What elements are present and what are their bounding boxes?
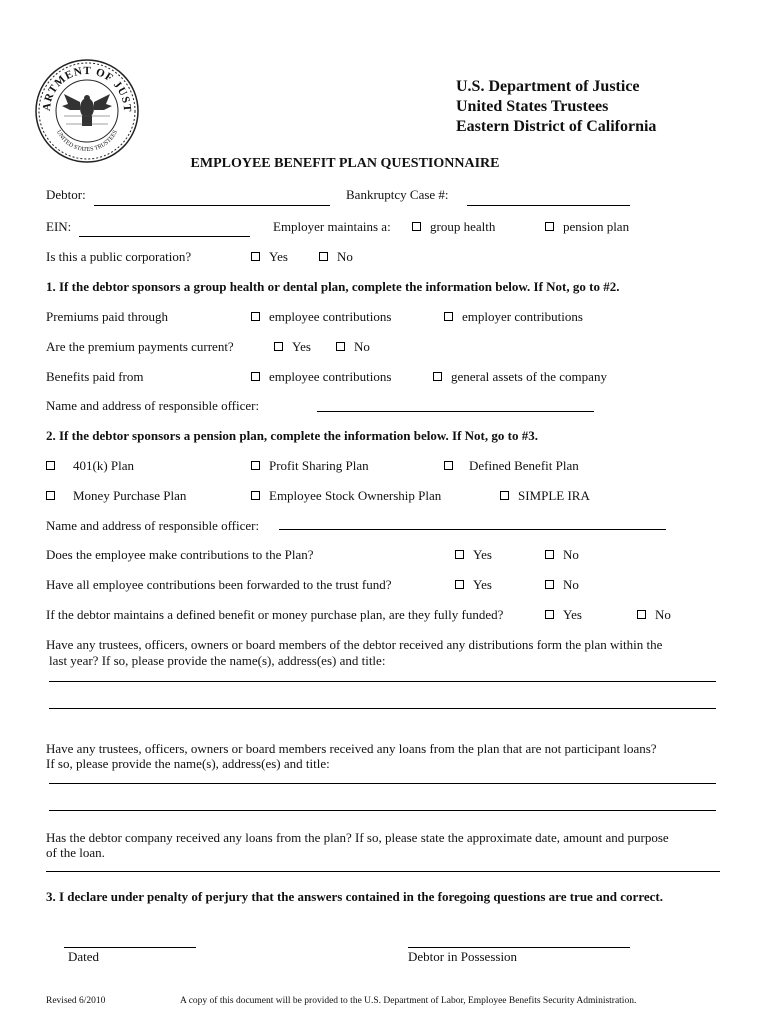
distributions-field-1[interactable]	[49, 668, 716, 682]
benefits-employee-option[interactable]: employee contributions	[251, 369, 391, 385]
agency-district: Eastern District of California	[456, 118, 657, 135]
checkbox[interactable]	[433, 372, 442, 381]
case-number-label: Bankruptcy Case #:	[346, 187, 449, 202]
premium-current-no[interactable]: No	[336, 339, 370, 355]
checkbox[interactable]	[251, 491, 260, 500]
checkbox[interactable]	[46, 491, 55, 500]
section-1-heading: 1. If the debtor sponsors a group health or dental plan, complete the information below. If Not, go to #2.	[46, 279, 620, 294]
seal-bottom-text: UNITED STATES TRUSTEES	[55, 129, 119, 154]
loans-field-2[interactable]	[49, 797, 716, 811]
checkbox[interactable]	[251, 252, 260, 261]
premiums-label: Premiums paid through	[46, 309, 169, 324]
checkbox[interactable]	[46, 461, 55, 470]
premiums-employer-option[interactable]: employer contributions	[444, 309, 583, 325]
employee-contrib-yes[interactable]: Yes	[455, 547, 492, 563]
doj-seal	[34, 58, 140, 164]
debtor-signature-label: Debtor in Possession	[408, 949, 518, 964]
checkbox[interactable]	[444, 312, 453, 321]
ein-field[interactable]	[79, 223, 250, 237]
section-3-heading: 3. I declare under penalty of perjury that the answers contained in the foregoing questions are true and correct.	[46, 889, 663, 904]
employer-maintains-label: Employer maintains a:	[273, 219, 391, 234]
public-corp-label: Is this a public corporation?	[46, 249, 192, 264]
officer-label-1: Name and address of responsible officer:	[46, 398, 260, 413]
esop-option[interactable]: Employee Stock Ownership Plan	[251, 488, 441, 504]
seal-text: ARTMENT OF JUST	[40, 64, 134, 114]
officer-field-2[interactable]	[279, 516, 666, 530]
checkbox[interactable]	[412, 222, 421, 231]
group-health-option[interactable]: group health	[412, 219, 495, 235]
company-loans-field[interactable]	[46, 858, 720, 872]
checkbox[interactable]	[500, 491, 509, 500]
q-employee-contrib: Does the employee make contributions to the Plan?	[46, 547, 314, 562]
officer-label-2: Name and address of responsible officer:	[46, 518, 260, 533]
q-loans-line2: If so, please provide the name(s), address(es) and title:	[46, 756, 330, 771]
defined-benefit-option[interactable]: Defined Benefit Plan	[444, 458, 579, 474]
public-corp-no[interactable]: No	[319, 249, 353, 265]
debtor-label: Debtor:	[46, 187, 86, 202]
q-distributions-line1: Have any trustees, officers, owners or board members of the debtor received any distributions form the plan within the	[46, 637, 663, 652]
debtor-field[interactable]	[94, 192, 330, 206]
forwarded-yes[interactable]: Yes	[455, 577, 492, 593]
section-2-heading: 2. If the debtor sponsors a pension plan, complete the information below. If Not, go to #3.	[46, 428, 538, 443]
checkbox[interactable]	[637, 610, 646, 619]
pension-plan-option[interactable]: pension plan	[545, 219, 629, 235]
checkbox[interactable]	[251, 312, 260, 321]
checkbox[interactable]	[319, 252, 328, 261]
profit-sharing-option[interactable]: Profit Sharing Plan	[251, 458, 369, 474]
simple-ira-option[interactable]: SIMPLE IRA	[500, 488, 590, 504]
employee-contrib-no[interactable]: No	[545, 547, 579, 563]
checkbox[interactable]	[545, 610, 554, 619]
checkbox[interactable]	[336, 342, 345, 351]
debtor-signature-field[interactable]	[408, 934, 630, 948]
plan-401k-option[interactable]: 401(k) Plan	[46, 458, 134, 474]
premium-current-yes[interactable]: Yes	[274, 339, 311, 355]
q-company-loans-line2: of the loan.	[46, 845, 105, 860]
q-company-loans-line1: Has the debtor company received any loans from the plan? If so, please state the approximate date, amount and purpose	[46, 830, 669, 845]
checkbox[interactable]	[455, 550, 464, 559]
agency-name: U.S. Department of Justice	[456, 78, 640, 95]
funded-yes[interactable]: Yes	[545, 607, 582, 623]
ein-label: EIN:	[46, 219, 72, 234]
loans-field-1[interactable]	[49, 770, 716, 784]
distributions-field-2[interactable]	[49, 695, 716, 709]
checkbox[interactable]	[251, 461, 260, 470]
money-purchase-option[interactable]: Money Purchase Plan	[46, 488, 186, 504]
q-funded: If the debtor maintains a defined benefit or money purchase plan, are they fully funded?	[46, 607, 504, 622]
q-loans-line1: Have any trustees, officers, owners or board members received any loans from the plan that are not participant loans?	[46, 741, 657, 756]
benefits-general-option[interactable]: general assets of the company	[433, 369, 607, 385]
benefits-label: Benefits paid from	[46, 369, 144, 384]
public-corp-yes[interactable]: Yes	[251, 249, 288, 265]
premiums-employee-option[interactable]: employee contributions	[251, 309, 391, 325]
officer-field-1[interactable]	[317, 398, 594, 412]
checkbox[interactable]	[274, 342, 283, 351]
revised-date: Revised 6/2010	[46, 996, 106, 1006]
agency-division: United States Trustees	[456, 98, 609, 115]
checkbox[interactable]	[545, 580, 554, 589]
q-forwarded: Have all employee contributions been forwarded to the trust fund?	[46, 577, 392, 592]
checkbox[interactable]	[545, 222, 554, 231]
checkbox[interactable]	[444, 461, 453, 470]
premium-current-label: Are the premium payments current?	[46, 339, 234, 354]
funded-no[interactable]: No	[637, 607, 671, 623]
footer-notice: A copy of this document will be provided to the U.S. Department of Labor, Employee Benefits Security Administration.	[180, 996, 637, 1006]
checkbox[interactable]	[251, 372, 260, 381]
case-number-field[interactable]	[467, 192, 630, 206]
q-distributions-line2: last year? If so, please provide the name(s), address(es) and title:	[49, 653, 386, 668]
dated-label: Dated	[68, 949, 100, 964]
checkbox[interactable]	[455, 580, 464, 589]
checkbox[interactable]	[545, 550, 554, 559]
form-title: EMPLOYEE BENEFIT PLAN QUESTIONNAIRE	[190, 156, 500, 171]
forwarded-no[interactable]: No	[545, 577, 579, 593]
dated-field[interactable]	[64, 934, 196, 948]
